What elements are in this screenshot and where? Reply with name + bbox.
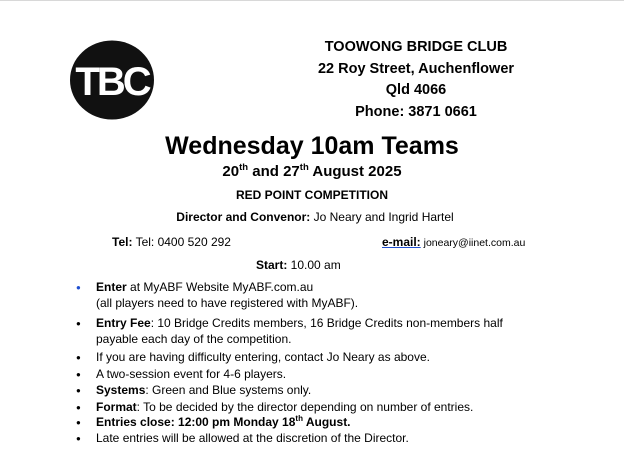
email-address[interactable]: joneary@iinet.com.au [420,237,526,249]
club-info [300,37,532,123]
item-bold: Entry Fee [96,316,151,330]
item-text-line2: payable each day of the competition. [96,332,292,346]
start-time [256,257,341,273]
item-bold: Entries close: 12:00 pm Monday 18 [96,415,296,429]
item-text: If you are having difficulty entering, contact Jo Neary as above. [96,350,430,364]
item-text: Late entries will be allowed at the discretion of the Director. [96,431,409,445]
list-item-text [96,366,576,382]
bullet-icon: ● [76,418,81,427]
bullet-icon: ● [76,319,81,328]
item-text: A two-session event for 4-6 players. [96,367,287,381]
date-1-suffix: th [239,162,249,173]
start-value: 10.00 am [287,258,341,272]
club-name: TOOWONG BRIDGE CLUB [324,39,508,55]
item-bold: Systems [96,383,146,397]
list-item-text [96,279,576,311]
list-item-text [96,349,576,365]
date-joiner: and [248,163,284,180]
club-street: 22 Roy Street, Auchenflower [317,60,515,77]
item-text: at MyABF Website MyABF.com.au [126,280,314,294]
date-2-suffix: th [299,162,309,173]
email-label: e-mail: [382,235,421,249]
item-bold: Enter [96,280,127,294]
date-month-year: August 2025 [308,163,402,180]
bullet-icon: ● [76,283,81,292]
date-1: 20 [222,163,240,180]
date-2: 27 [283,163,300,180]
list-item-text [96,382,576,398]
tel-label: Tel: [112,235,133,249]
bullet-icon: ● [76,370,81,379]
director-names: Jo Neary and Ingrid Hartel [310,210,454,224]
logo-text: TBC [75,60,149,104]
item-text: : Green and Blue systems only. [145,383,312,397]
director-line [0,209,624,225]
bullet-icon: ● [76,386,81,395]
item-bold-2: August. [302,415,351,429]
list-item-text [96,399,576,415]
tel-value: Tel: 0400 520 292 [132,235,231,249]
bullet-icon: ● [76,353,81,362]
item-bold: Format [96,400,137,414]
list-item-text [96,430,576,446]
page-top-border [0,0,624,1]
director-label: Director and Convenor: [176,210,311,224]
club-state: Qld 4066 [385,82,447,98]
club-phone: Phone: 3871 0661 [355,103,477,120]
tbc-logo [69,40,155,120]
item-sup: th [295,414,303,423]
email [382,234,525,251]
competition-label: RED POINT COMPETITION [235,188,388,202]
telephone [112,234,231,250]
event-dates [0,162,624,181]
list-item-text [96,414,576,430]
item-text-line2: (all players need to have registered with MyABF). [96,296,359,310]
item-text: : To be decided by the director depending on number of entries. [136,400,474,414]
list-item-text [96,315,576,347]
start-label: Start: [256,258,288,272]
bullet-icon: ● [76,403,81,412]
item-text: : 10 Bridge Credits members, 16 Bridge Credits non-members half [150,316,503,330]
bullet-icon: ● [76,434,81,443]
event-title: Wednesday 10am Teams [165,132,459,160]
